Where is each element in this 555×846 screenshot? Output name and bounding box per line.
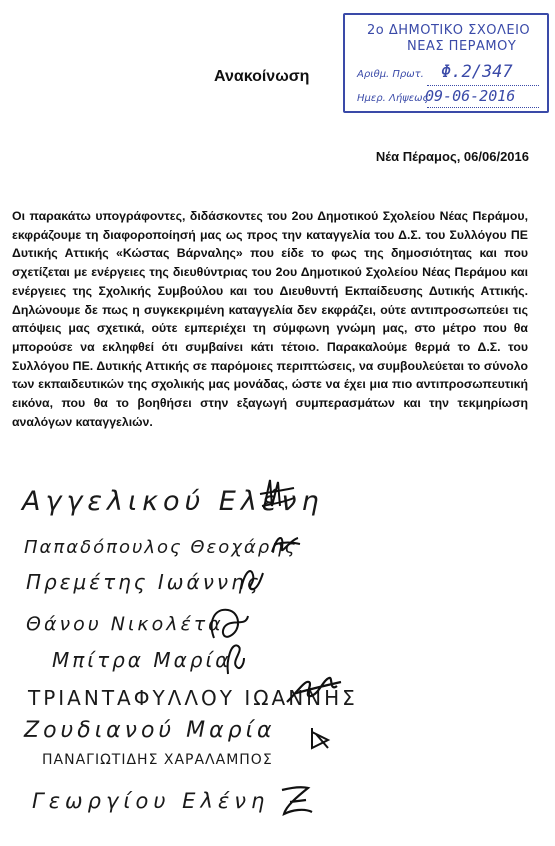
signature-mark-2	[268, 530, 302, 558]
signature-name-3: Πρεμέτης Ιωάννης	[26, 570, 262, 594]
stamp-date-line	[427, 107, 539, 108]
stamp-date-value: 09-06-2016	[425, 87, 516, 105]
signature-mark-7	[306, 726, 334, 752]
signature-name-9: Γεωργίου Ελένη	[32, 789, 270, 813]
announcement-body: Οι παρακάτω υπογράφοντες, διδάσκοντες του 2ου Δημοτικού Σχολείου Νέας Περάμου, εκφράζουμε τη διαφοροποίησή μας ως προς την καταγγελία του Δ.Σ. του Συλλόγου ΠΕ Δυτικής Αττικής «Κώστας Βάρναλης» που είδε το φως της δημοσιότητας και που σχετίζεται με ενέργειες της διευθύντριας του 2ου Δημοτικού Σχολείου Νέας Περάμου και ενέργειες της Σχολικής Συμβούλου και του Διευθυντή Εκπαίδευσης Δυτικής Αττικής. Δηλώνουμε δε πως η συγκεκριμένη καταγγελία δεν εκφράζει, ούτε αντιπροσωπεύει τις απόψεις μας σχετικά, ούτε εμπεριέχει τη σύμφωνη γνώμη μας, στο μέτρο που θα μπορούσε να εκληφθεί ότι συμβαίνει κάτι τέτοιο. Παρακαλούμε θερμά το Δ.Σ. του Συλλόγου ΠΕ. Δυτικής Αττικής σε παρόμοιες περιπτώσεις, να συμβουλεύεται το σύνολο των εκπαιδευτικών της σχολικής μας μονάδας, ώστε να έχει μια πιο αντιπροσωπευτική εικόνα, που θα το βοηθήσει στην εξαγωγή συμπερασμάτων και την τεκμηρίωση αναλόγων καταγγελιών.	[12, 209, 528, 429]
signature-mark-3	[237, 565, 265, 593]
stamp-date-label: Ημερ. Λήψεως	[357, 93, 429, 104]
stamp-protocol-number: Φ.2/347	[441, 62, 513, 82]
stamp-protocol-line	[427, 85, 539, 86]
document-title: Ανακοίνωση	[214, 68, 310, 85]
stamp-protocol-label: Αριθμ. Πρωτ.	[357, 69, 424, 80]
signature-name-5: Μπίτρα Μαρία	[52, 648, 232, 672]
signature-mark-9	[276, 782, 316, 822]
signature-name-7: Ζουδιανού Μαρία	[24, 718, 276, 743]
signature-mark-5	[222, 638, 248, 678]
school-stamp	[343, 13, 549, 113]
signature-name-6: ΤΡΙΑΝΤΑΦΥΛΛΟΥ ΙΩΑΝΝΗΣ	[28, 686, 358, 710]
signature-mark-1	[258, 476, 296, 514]
stamp-town-line: ΝΕΑΣ ΠΕΡΑΜΟΥ	[407, 39, 517, 54]
signature-name-8: ΠΑΝΑΓΙΩΤΙΔΗΣ ΧΑΡΑΛΑΜΠΟΣ	[42, 752, 273, 768]
signature-name-4: Θάνου Νικολέτα	[26, 613, 224, 635]
signature-name-2: Παπαδόπουλος Θεοχάρης	[24, 537, 298, 558]
stamp-school-line: 2ο ΔΗΜΟΤΙΚΟ ΣΧΟΛΕΙΟ	[367, 23, 531, 38]
signature-name-1: Αγγελικού Ελένη	[22, 486, 324, 517]
place-date: Νέα Πέραμος, 06/06/2016	[375, 149, 529, 164]
signature-mark-6	[283, 672, 343, 708]
